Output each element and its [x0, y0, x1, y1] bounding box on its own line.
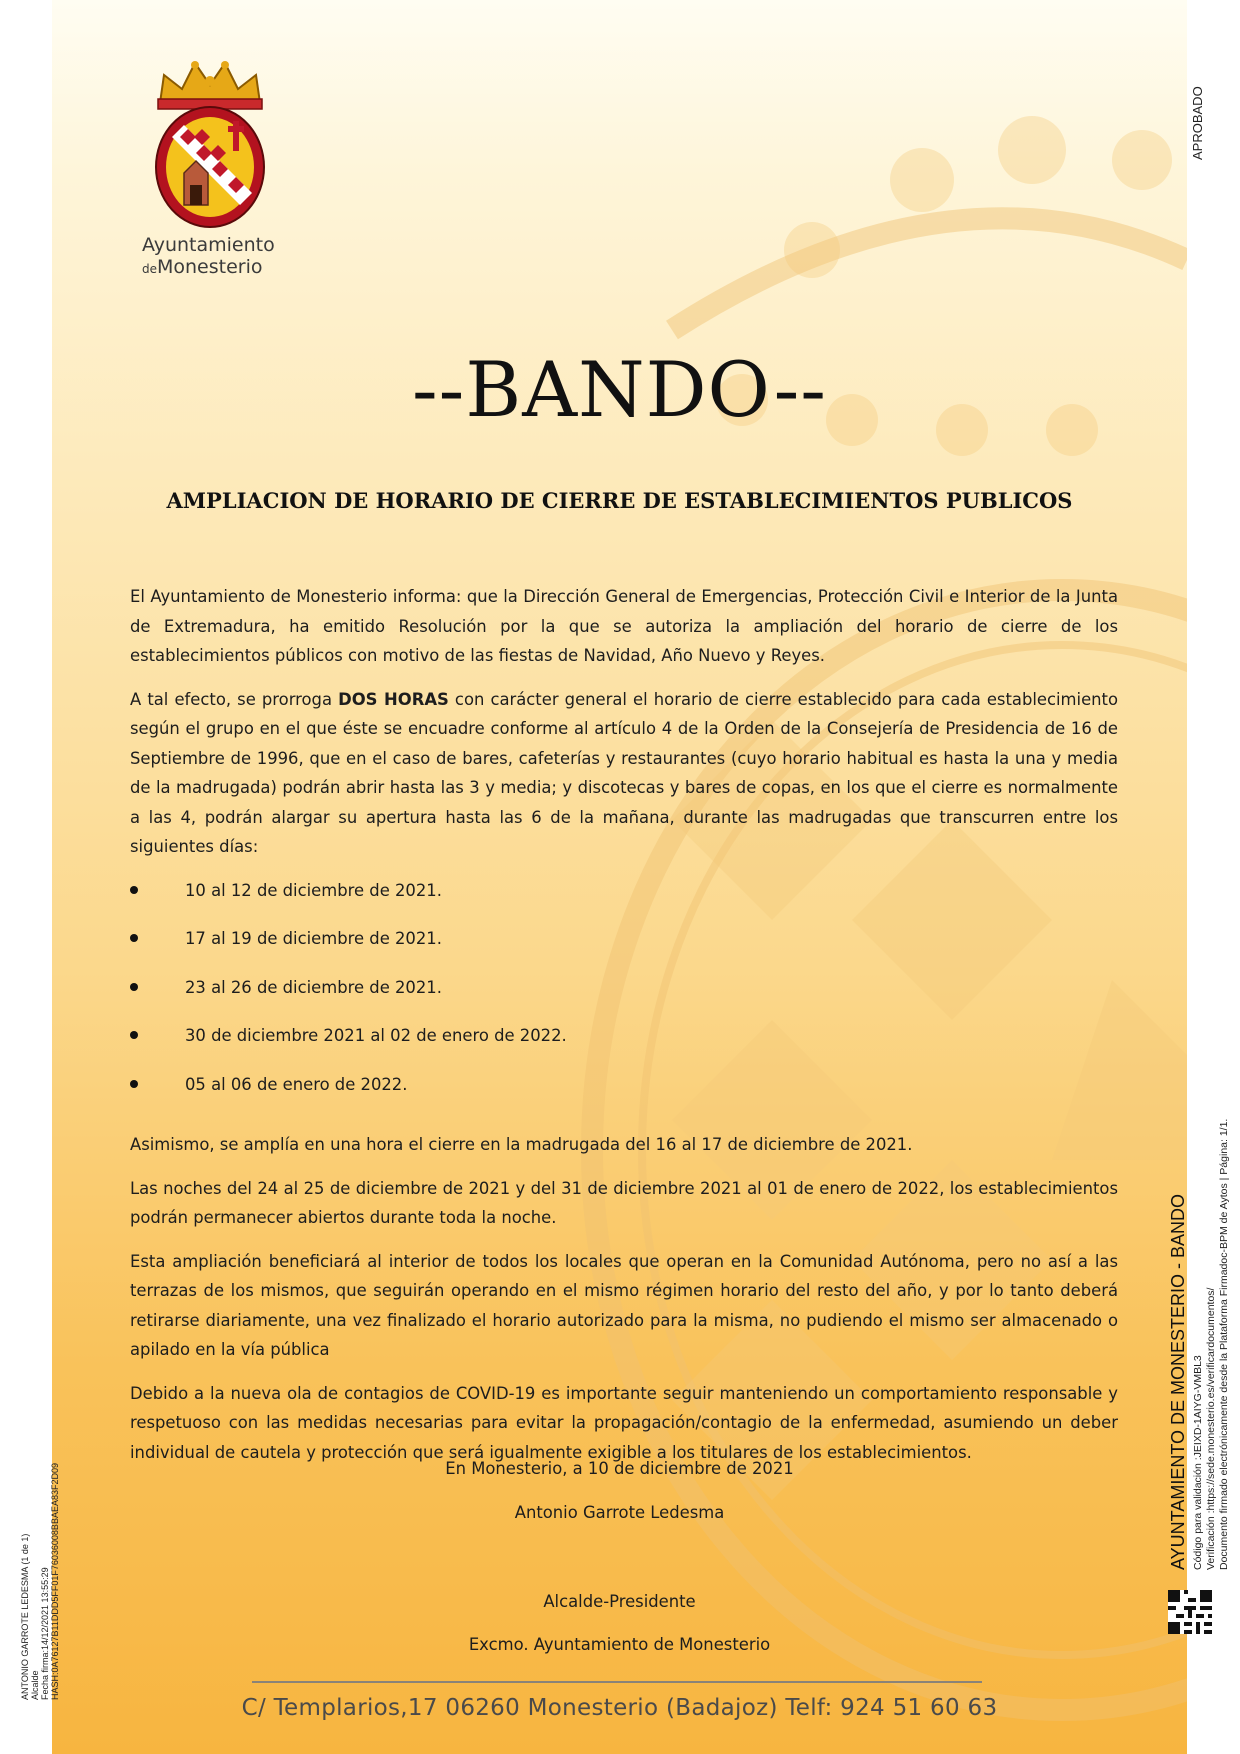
closing-institution: Excmo. Ayuntamiento de Monesterio [468, 1635, 771, 1654]
bullet-icon [130, 1031, 138, 1039]
paragraph-extension [130, 685, 1118, 862]
left-sign-date: Fecha firma:14/12/2021 13:55:29 [40, 1567, 50, 1700]
paragraph-intro: El Ayuntamiento de Monesterio informa: que la Dirección General de Emergencias, Protección Civil e Interior de la Junta de Extremadura, ha emitido Resolución por la que se autoriza la ampliación del horario de cierre de los establecimientos públicos con motivo de las fiestas de Navidad, Año Nuevo y Reyes. [130, 587, 1118, 665]
paragraph-covid: Debido a la nueva ola de contagios de COVID-19 es importante seguir manteniendo un comportamiento responsable y respetuoso con las medidas necesarias para evitar la propagación/contagio de la enfermedad, asumiendo un deber individual de cautela y protección que será igualmente exigible a los titulares de los establecimientos. [130, 1383, 1118, 1462]
document-body [130, 582, 1118, 1481]
side-validation-code: Código para validación :JEIXD-1AIYG-VMBL3 [1192, 1355, 1204, 1570]
page-title: --BANDO-- [412, 345, 827, 434]
bullet-icon [130, 934, 138, 942]
paragraph-extension-bold: DOS HORAS [338, 689, 449, 709]
qr-code-icon [1168, 1590, 1212, 1634]
closing-place-date: En Monesterio, a 10 de diciembre de 2021 [445, 1459, 794, 1478]
left-hash: HASH:0A76127B11DDD5FF01F76036008BBAEA83F2D09 [50, 1463, 60, 1700]
list-item [130, 924, 1118, 973]
list-item [130, 876, 1118, 925]
paragraph-extra-hour: Asimismo, se amplía en una hora el cierre en la madrugada del 16 al 17 de diciembre de 2021. [130, 1135, 913, 1154]
bullet-icon [130, 1080, 138, 1088]
approved-stamp: APROBADO [1190, 86, 1205, 160]
municipality-logo [142, 55, 292, 280]
list-item [130, 1021, 1118, 1070]
closing-signer: Antonio Garrote Ledesma [514, 1503, 725, 1522]
date-range: 23 al 26 de diciembre de 2021. [185, 977, 442, 997]
paragraph-terraces: Esta ampliación beneficiará al interior de todos los locales que operan en la Comunidad Autónoma, pero no así a las terrazas de los mismos, que seguirán operando en el mismo régimen horario del resto del año, y por lo tanto deberá retirarse diariamente, una vez finalizado el horario autorizado para la misma, no pudiendo el mismo ser almacenado o apilado en la vía pública [130, 1251, 1118, 1359]
logo-line2: Monesterio [157, 256, 263, 278]
page-subtitle: AMPLIACION DE HORARIO DE CIERRE DE ESTABLECIMIENTOS PUBLICOS [166, 488, 1073, 513]
paragraph-extension-start: A tal efecto, se prorroga [130, 689, 339, 709]
logo-line2-prefix: de [142, 262, 157, 276]
list-item [130, 973, 1118, 1022]
dates-list [130, 876, 1118, 1119]
date-range: 10 al 12 de diciembre de 2021. [185, 880, 442, 900]
bullet-icon [130, 886, 138, 894]
logo-line1: Ayuntamiento [142, 234, 275, 256]
date-range: 30 de diciembre 2021 al 02 de enero de 2022. [185, 1026, 567, 1045]
list-item [130, 1070, 1118, 1119]
footer-address: C/ Templarios,17 06260 Monesterio (Badajoz) Telf: 924 51 60 63 [241, 1695, 998, 1721]
closing-position: Alcalde-Presidente [543, 1592, 696, 1611]
coat-of-arms-icon [150, 55, 270, 230]
paragraph-extension-end: con carácter general el horario de cierre establecido para cada establecimiento según el grupo en el que éste se encuadre conforme al artículo 4 de la Orden de la Consejería de Presidencia de 16 de Septiembre de 1996, que en el caso de bares, cafeterías y restaurantes (cuyo horario habitual es hasta la una y media de la madrugada) podrán abrir hasta las 3 y media; y discotecas y bares de copas, en los que el cierre es normalmente a las 4, podrán alargar su apertura hasta las 6 de la mañana, durante las madrugadas que transcurren entre los siguientes días: [130, 689, 1118, 856]
date-range: 17 al 19 de diciembre de 2021. [185, 929, 442, 948]
paragraph-all-night: Las noches del 24 al 25 de diciembre de 2021 y del 31 de diciembre 2021 al 01 de enero de 2022, los establecimientos podrán permanecer abiertos durante toda la noche. [130, 1178, 1118, 1227]
footer-divider [252, 1681, 982, 1683]
side-signed-note: Documento firmado electrónicamente desde la Plataforma Firmadoc-BPM de Aytos | Página: 1/1. [1218, 1118, 1230, 1570]
side-document-title: AYUNTAMIENTO DE MONESTERIO - BANDO [1168, 1193, 1188, 1570]
document-page [52, 0, 1187, 1754]
left-signer-role: Alcalde [30, 1670, 40, 1700]
side-verification-url: Verificación :https://sede.monesterio.es/verificardocumentos/ [1205, 1287, 1217, 1570]
left-signer-info: ANTONIO GARROTE LEDESMA (1 de 1) [20, 1533, 30, 1700]
bullet-icon [130, 983, 138, 991]
date-range: 05 al 06 de enero de 2022. [185, 1074, 408, 1094]
